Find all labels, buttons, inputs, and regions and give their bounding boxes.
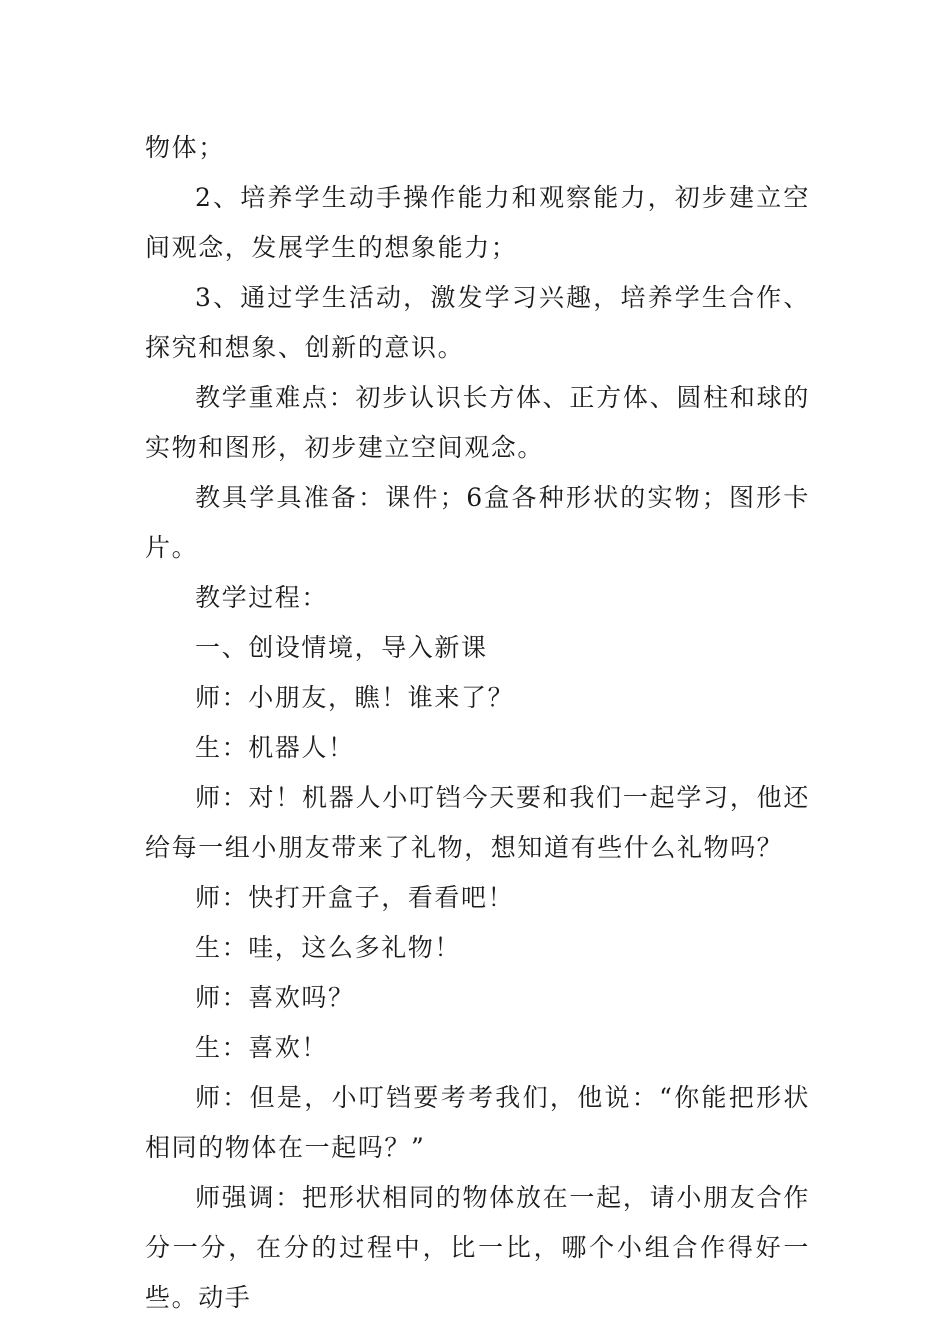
paragraph-key-points: 教学重难点：初步认识长方体、正方体、圆柱和球的实物和图形，初步建立空间观念。: [145, 383, 810, 462]
paragraph-section-1-heading: 一、创设情境，导入新课: [195, 633, 488, 662]
paragraph-objective-3: 3、通过学生活动，激发学习兴趣，培养学生合作、探究和想象、创新的意识。: [145, 283, 810, 362]
paragraph-dialogue: 生：哇，这么多礼物！: [195, 933, 462, 962]
paragraph-materials: 教具学具准备：课件；6盒各种形状的实物；图形卡片。: [145, 483, 810, 562]
paragraph-teacher-emphasis: 师强调：把形状相同的物体放在一起，请小朋友合作分一分，在分的过程中，比一比，哪个小组合作得好一些。动手: [145, 1183, 810, 1312]
paragraph-dialogue: 师：喜欢吗？: [195, 983, 355, 1012]
paragraph-continuation: 物体；: [145, 133, 225, 162]
paragraph-objective-2: 2、培养学生动手操作能力和观察能力，初步建立空间观念，发展学生的想象能力；: [145, 183, 810, 262]
paragraph-dialogue: 师：但是，小叮铛要考考我们，他说：“你能把形状相同的物体在一起吗？”: [145, 1083, 810, 1162]
paragraph-dialogue: 师：小朋友，瞧！谁来了？: [195, 683, 515, 712]
paragraph-dialogue: 师：对！机器人小叮铛今天要和我们一起学习，他还给每一组小朋友带来了礼物，想知道有些什么礼物吗？: [145, 783, 810, 862]
paragraph-dialogue: 生：机器人！: [195, 733, 355, 762]
paragraph-dialogue: 生：喜欢！: [195, 1033, 329, 1062]
document-body: [145, 123, 810, 1323]
paragraph-dialogue: 师：快打开盒子，看看吧！: [195, 883, 515, 912]
paragraph-process-heading: 教学过程：: [195, 583, 329, 612]
